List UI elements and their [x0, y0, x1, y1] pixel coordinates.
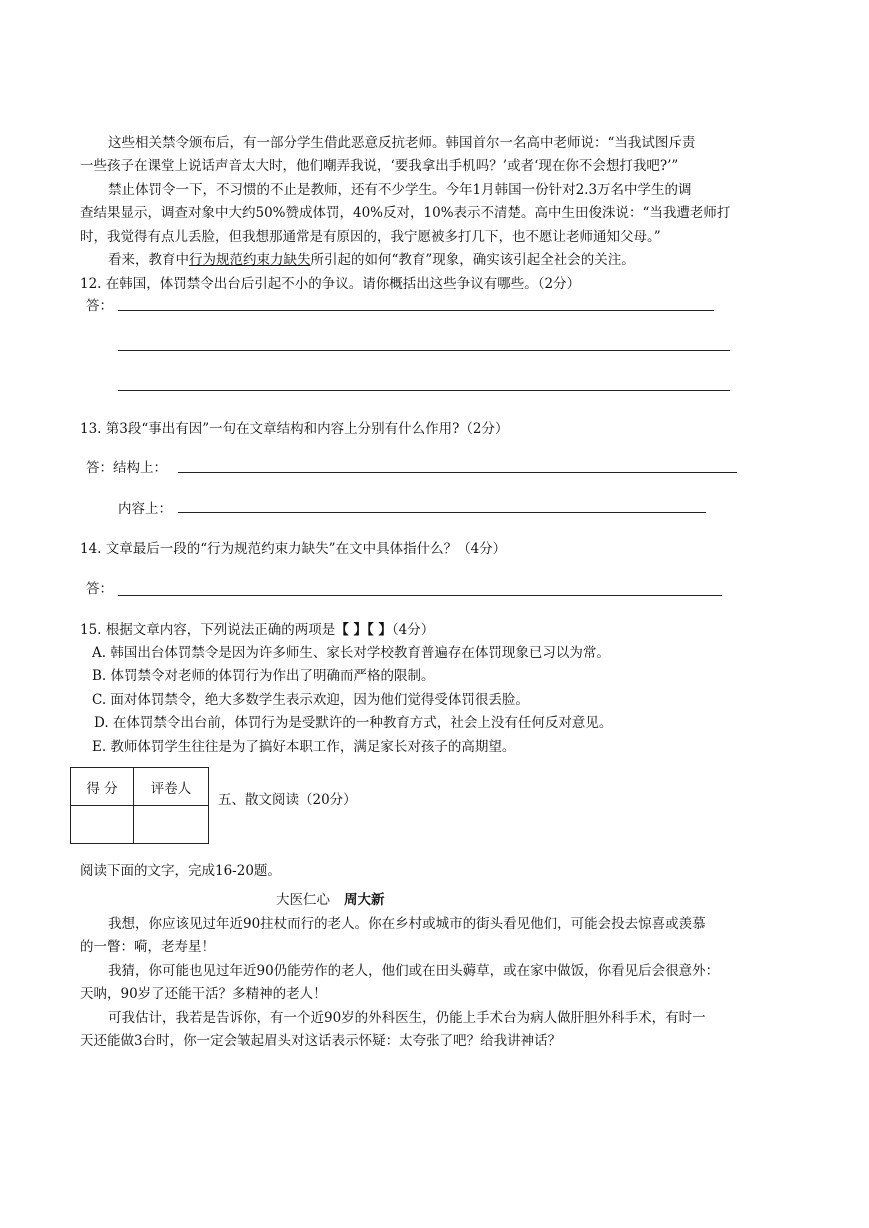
passage-paragraph-1-line-1: 这些相关禁令颁布后，有一部分学生借此恶意反抗老师。韩国首尔一名高中老师说：“当我试图斥责	[108, 135, 696, 151]
question-15	[80, 620, 434, 640]
q12-answer-line-3[interactable]	[118, 390, 730, 391]
q15-option-a: A. 韩国出台体罚禁令是因为许多师生、家长对学校教育普遍存在体罚现象已习以为常。	[92, 645, 610, 661]
question-13: 13. 第3段“事出有因”一句在文章结构和内容上分别有什么作用?（2分）	[80, 421, 509, 437]
q15-option-d: D. 在体罚禁令出台前，体罚行为是受默许的一种教育方式，社会上没有任何反对意见。	[94, 715, 613, 731]
q13-structure-answer-line[interactable]	[178, 472, 737, 473]
question-12: 12. 在韩国，体罚禁令出台后引起不小的争议。请你概括出这些争议有哪些。（2分）	[80, 276, 581, 292]
grader-header: 评卷人	[134, 768, 209, 806]
article-paragraph-2-line-2: 天呐，90岁了还能干活？多精神的老人！	[80, 986, 327, 1002]
passage-paragraph-2-line-2: 查结果显示，调查对象中大约50%赞成体罚，40%反对，10%表示不清楚。高中生田俊洙说：“当我遭老师打	[80, 205, 731, 221]
q12-answer-line-2[interactable]	[118, 350, 730, 351]
passage-paragraph-1-line-2: 一些孩子在课堂上说话声音太大时，他们嘲弄我说，‘要我拿出手机吗？’或者‘现在你不会想打我吧?’”	[80, 158, 679, 174]
q12-answer-label: 答：	[86, 298, 113, 314]
score-header: 得 分	[71, 768, 134, 806]
article-title-line	[276, 890, 385, 910]
article-author: 周大新	[344, 892, 385, 908]
q12-answer-line-1[interactable]	[118, 310, 714, 311]
q13-structure-label: 答：结构上：	[86, 460, 167, 476]
q15-option-c: C. 面对体罚禁令，绝大多数学生表示欢迎，因为他们觉得受体罚很丢脸。	[92, 692, 529, 708]
q13-content-answer-line[interactable]	[178, 512, 706, 513]
q15-points: （4分）	[391, 622, 435, 638]
passage-p3-pre: 看来，教育中	[108, 252, 189, 268]
q14-answer-line[interactable]	[118, 595, 722, 596]
q13-content-label: 内容上：	[118, 501, 172, 517]
article-paragraph-3-line-1: 可我估计，我若是告诉你，有一个近90岁的外科医生，仍能上手术台为病人做肝胆外科手术，有时一	[108, 1010, 706, 1026]
q15-answer-bracket-1[interactable]: 【 】	[335, 622, 367, 638]
passage-p3-post: 所引起的如何“教育”现象，确实该引起全社会的关注。	[310, 252, 635, 268]
passage-p3-underlined: 行为规范约束力缺失	[189, 252, 311, 268]
article-paragraph-1-line-1: 我想，你应该见过年近90拄杖而行的老人。你在乡村或城市的街头看见他们，可能会投去惊喜或羡慕	[108, 916, 706, 932]
passage-paragraph-2-line-3: 时，我觉得有点儿丢脸，但我想那通常是有原因的，我宁愿被多打几下，也不愿让老师通知父母。”	[80, 229, 661, 245]
article-paragraph-2-line-1: 我猜，你可能也见过年近90仍能劳作的老人，他们或在田头薅草，或在家中做饭，你看见后会很意外：	[108, 963, 720, 979]
passage-paragraph-2-line-1: 禁止体罚令一下，不习惯的不止是教师，还有不少学生。今年1月韩国一份针对2.3万名中学生的调	[108, 182, 692, 198]
section-5-instruction: 阅读下面的文字，完成16-20题。	[80, 863, 281, 879]
passage-paragraph-3	[108, 250, 635, 270]
q15-answer-bracket-2[interactable]: 【 】	[366, 622, 392, 638]
article-paragraph-1-line-2: 的一瞥：嗬，老寿星！	[80, 939, 215, 955]
q15-option-b: B. 体罚禁令对老师的体罚行为作出了明确而严格的限制。	[92, 668, 435, 684]
q15-option-e: E. 教师体罚学生往往是为了搞好本职工作，满足家长对孩子的高期望。	[92, 739, 516, 755]
grader-cell[interactable]	[134, 806, 209, 844]
question-14: 14. 文章最后一段的“行为规范约束力缺失”在文中具体指什么？（4分）	[80, 541, 507, 557]
q14-answer-label: 答：	[86, 581, 113, 597]
score-cell[interactable]	[71, 806, 134, 844]
article-title: 大医仁心	[276, 892, 330, 908]
q15-question-text: 15. 根据文章内容，下列说法正确的两项是	[80, 622, 336, 638]
score-table	[70, 767, 209, 844]
section-5-title: 五、散文阅读（20分）	[218, 792, 357, 808]
article-paragraph-3-line-2: 天还能做3台时，你一定会皱起眉头对这话表示怀疑：太夸张了吧？给我讲神话？	[80, 1033, 562, 1049]
